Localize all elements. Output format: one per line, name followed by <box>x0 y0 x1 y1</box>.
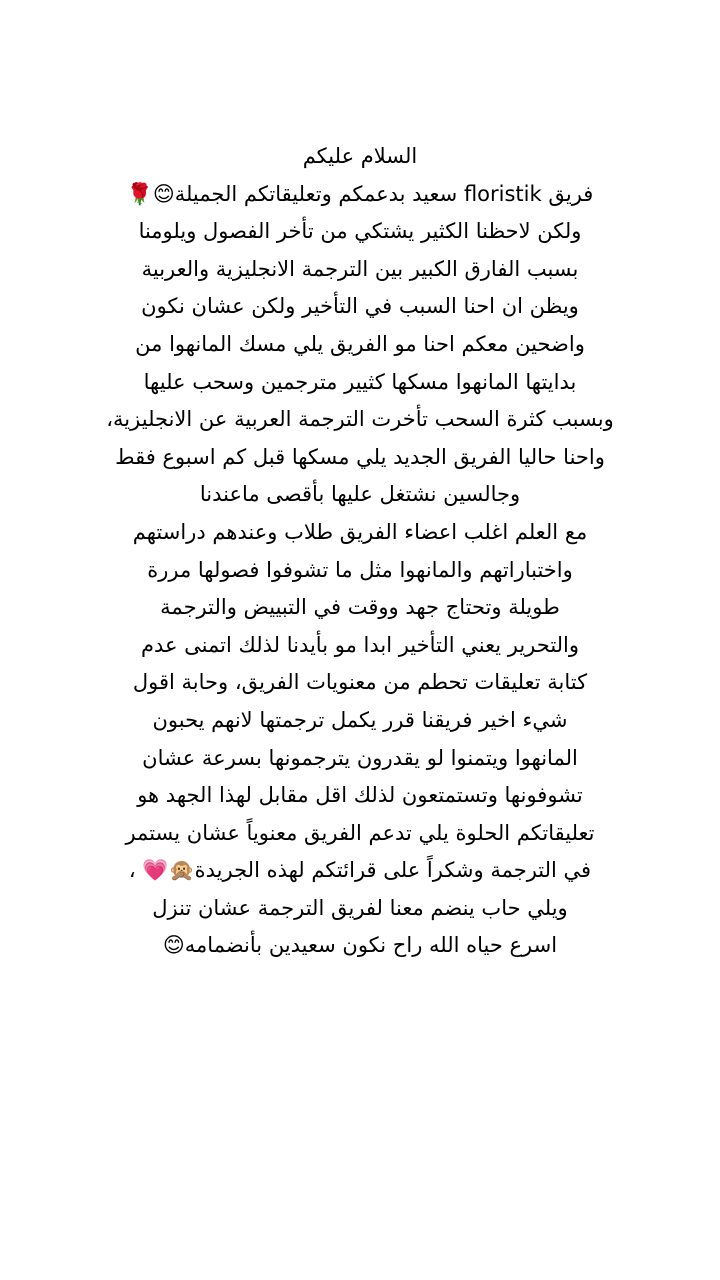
message-line: بدايتها المانهوا مسكها كثيير مترجمين وسحب عليها <box>143 369 577 394</box>
message-line: اسرع حياه الله راح نكون سعيدين بأنضمامه😊 <box>162 933 558 958</box>
message-line: فريق floristik سعيد بدعمكم وتعليقاتكم الجميلة😊🌹 <box>126 181 594 206</box>
message-text <box>12 138 708 965</box>
message-line: وبسبب كثرة السحب تأخرت الترجمة العربية عن الانجليزية، <box>106 407 614 432</box>
message-line: المانهوا ويتمنوا لو يقدرون يترجمونها بسرعة عشان <box>142 745 578 770</box>
message-line: واضحين معكم احنا مو الفريق يلي مسك المانهوا من <box>135 331 585 356</box>
message-line: ويلي حاب ينضم معنا لفريق الترجمة عشان تنزل <box>152 895 568 920</box>
message-line: وجالسين نشتغل عليها بأقصى ماعندنا <box>199 482 521 507</box>
message-line: تعليقاتكم الحلوة يلي تدعم الفريق معنوياً عشان يستمر <box>125 820 595 845</box>
message-line: واختباراتهم والمانهوا مثل ما تشوفوا فصولها مررة <box>147 557 573 582</box>
message-line: في الترجمة وشكراً على قرائتكم لهذه الجريدة🙊💗 ، <box>128 858 592 883</box>
message-line: طويلة وتحتاج جهد ووقت في التبييض والترجمة <box>160 595 560 620</box>
message-line: كتابة تعليقات تحطم من معنويات الفريق، وحابة اقول <box>132 670 588 695</box>
message-line: واحنا حاليا الفريق الجديد يلي مسكها قبل كم اسبوع فقط <box>115 444 605 469</box>
message-line: مع العلم اغلب اعضاء الفريق طلاب وعندهم دراستهم <box>132 519 588 544</box>
message-line: ويظن ان احنا السبب في التأخير ولكن عشان نكون <box>141 294 579 319</box>
message-line: السلام عليكم <box>302 144 418 168</box>
message-line: شيء اخير فريقنا قرر يكمل ترجمتها لانهم يحبون <box>152 707 568 732</box>
message-line: بسبب الفارق الكبير بين الترجمة الانجليزية والعربية <box>141 256 579 281</box>
message-line: ولكن لاحظنا الكثير يشتكي من تأخر الفصول ويلومنا <box>138 219 582 244</box>
message-line: والتحرير يعني التأخير ابدا مو بأيدنا لذلك اتمنى عدم <box>140 632 580 657</box>
message-line: تشوفونها وتستمتعون لذلك اقل مقابل لهذا الجهد هو <box>137 783 583 808</box>
